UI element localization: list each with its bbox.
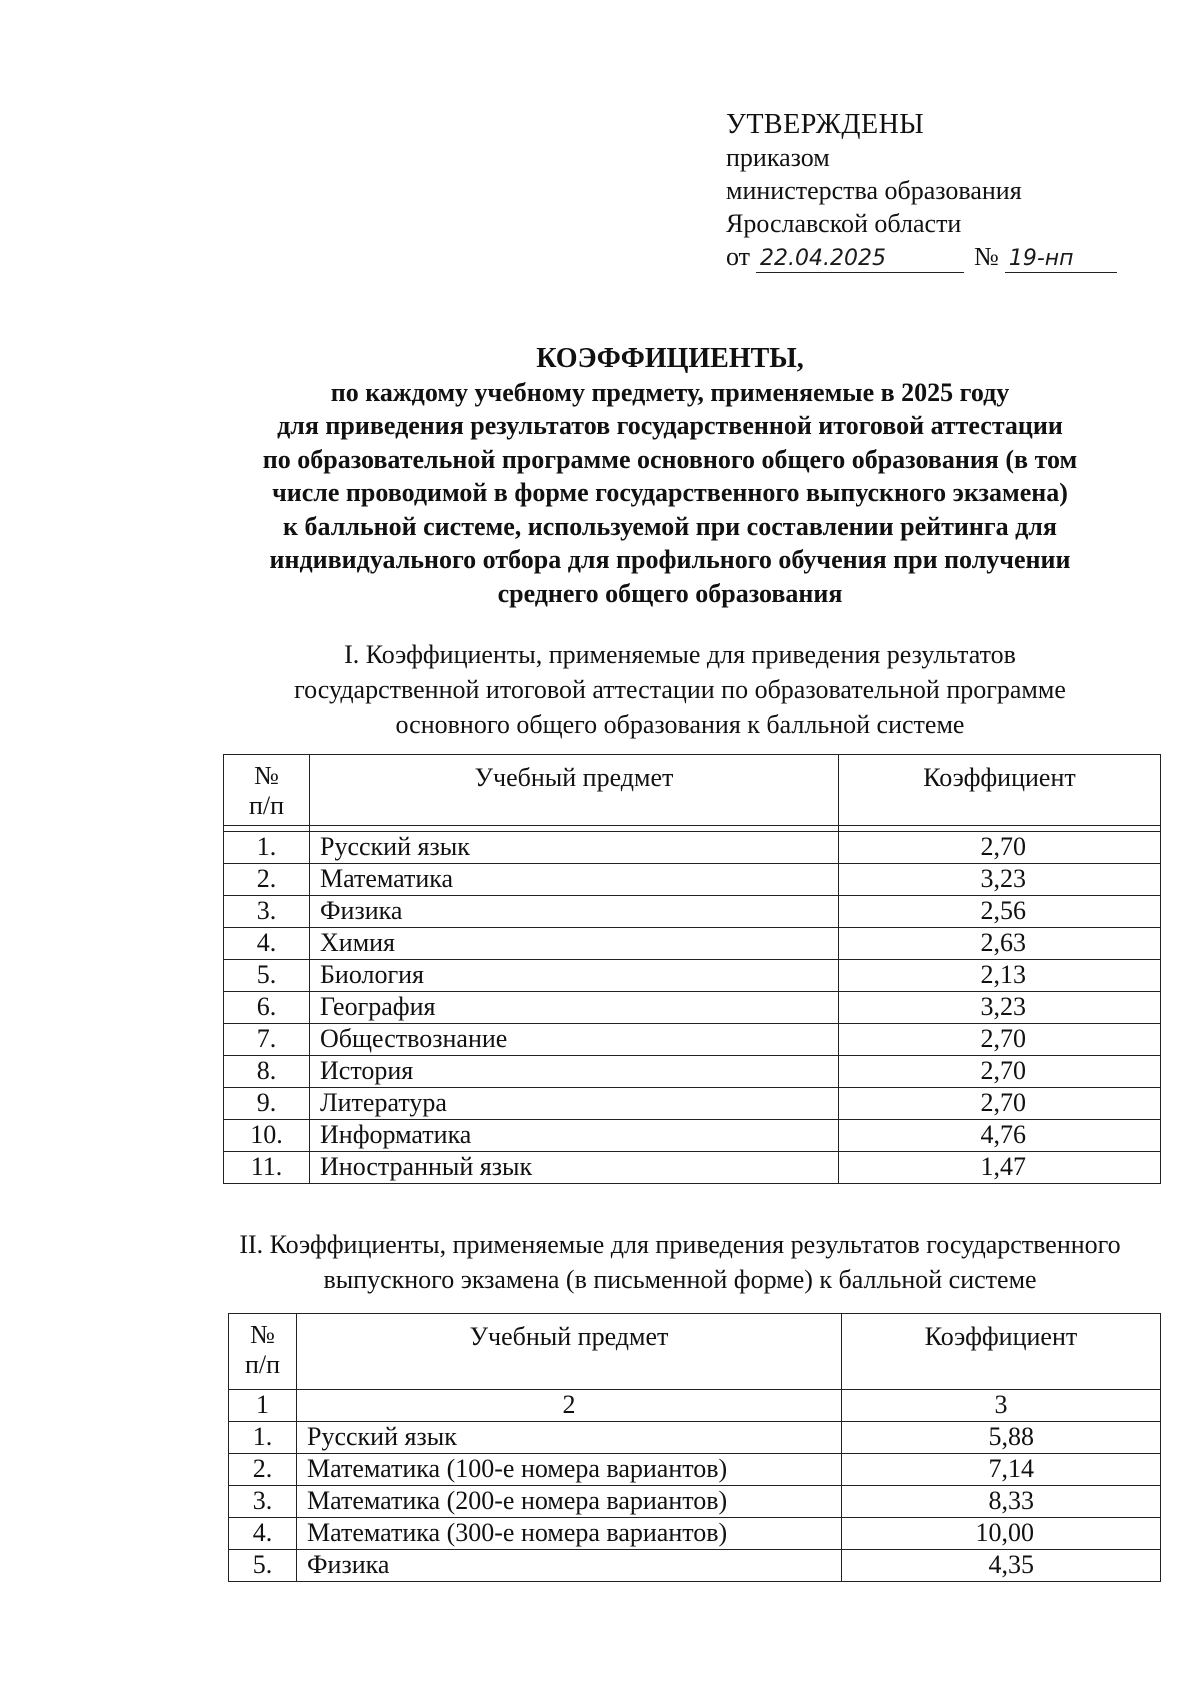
subject-column-header: Учебный предмет [310, 755, 839, 826]
document-title [220, 342, 1120, 610]
row-coefficient: 1,47 [839, 1152, 1161, 1184]
row-number: 3. [229, 1486, 297, 1518]
row-number: 9. [224, 1088, 310, 1120]
row-coefficient: 2,70 [839, 1056, 1161, 1088]
row-number: 4. [224, 928, 310, 960]
row-subject: Обществознание [310, 1024, 839, 1056]
title-line: по образовательной программе основного общего образования (в том [262, 444, 1078, 474]
table-header-row [224, 755, 1161, 826]
row-number: 2. [229, 1454, 297, 1486]
coefficient-column-header: Коэффициент [842, 1314, 1161, 1390]
approval-order-line [726, 240, 1117, 273]
column-number: 2 [297, 1390, 842, 1422]
row-subject: Иностранный язык [310, 1152, 839, 1184]
row-number: 1. [224, 832, 310, 864]
row-number: 4. [229, 1518, 297, 1550]
row-number: 5. [224, 960, 310, 992]
number-label: № [974, 242, 999, 271]
handwritten-date: 22.04.2025 [756, 246, 964, 273]
table-row [229, 1550, 1161, 1582]
row-subject: Математика (100-е номера вариантов) [297, 1454, 842, 1486]
row-subject: Физика [297, 1550, 842, 1582]
title-line: к балльной системе, используемой при составлении рейтинга для [283, 511, 1057, 541]
row-coefficient: 2,56 [839, 896, 1161, 928]
row-coefficient: 2,70 [839, 832, 1161, 864]
row-coefficient: 10,00 [842, 1518, 1161, 1550]
table-header-row [229, 1314, 1161, 1390]
row-subject: Математика (300-е номера вариантов) [297, 1518, 842, 1550]
row-coefficient: 4,35 [842, 1550, 1161, 1582]
row-number: 1. [229, 1422, 297, 1454]
row-subject: История [310, 1056, 839, 1088]
row-coefficient: 2,70 [839, 1088, 1161, 1120]
coefficients-table-1 [223, 754, 1161, 1184]
row-coefficient: 2,70 [839, 1024, 1161, 1056]
subject-column-header: Учебный предмет [297, 1314, 842, 1390]
coefficients-table-2 [228, 1313, 1161, 1582]
title-heading: КОЭФФИЦИЕНТЫ, [536, 343, 804, 374]
table-row [229, 1486, 1161, 1518]
table-row [224, 1056, 1161, 1088]
section-title-line: I. Коэффициенты, применяемые для приведения результатов [344, 640, 1016, 669]
row-subject: Информатика [310, 1120, 839, 1152]
table-row [229, 1518, 1161, 1550]
coefficient-column-header: Коэффициент [839, 755, 1161, 826]
row-number: 10. [224, 1120, 310, 1152]
section-1-title [240, 637, 1120, 742]
row-number: 3. [224, 896, 310, 928]
title-line: по каждому учебному предмету, применяемые в 2025 году [330, 377, 1010, 407]
section-title-line: государственной итоговой аттестации по образовательной программе [294, 675, 1066, 704]
from-label: от [726, 242, 751, 271]
approval-line-1: приказом [726, 143, 830, 172]
row-subject: Русский язык [310, 832, 839, 864]
approval-block [726, 108, 1117, 273]
table-row [224, 928, 1161, 960]
row-number: 7. [224, 1024, 310, 1056]
row-number: 6. [224, 992, 310, 1024]
section-title-line: II. Коэффициенты, применяемые для приведения результатов государственного [239, 1230, 1121, 1259]
title-line: среднего общего образования [497, 578, 843, 608]
row-number: 2. [224, 864, 310, 896]
row-coefficient: 2,63 [839, 928, 1161, 960]
table-row [224, 1024, 1161, 1056]
row-number: 5. [229, 1550, 297, 1582]
table-row [229, 1422, 1161, 1454]
title-line: числе проводимой в форме государственного выпускного экзамена) [272, 478, 1068, 507]
column-numbers-row [229, 1390, 1161, 1422]
table-row [224, 896, 1161, 928]
row-coefficient: 2,13 [839, 960, 1161, 992]
table-row [224, 1120, 1161, 1152]
row-subject: Литература [310, 1088, 839, 1120]
table-row [224, 992, 1161, 1024]
column-number: 3 [842, 1390, 1161, 1422]
approval-line-2: министерства образования [726, 176, 1022, 205]
row-subject: Математика [310, 864, 839, 896]
row-coefficient: 7,14 [842, 1454, 1161, 1486]
row-number: 8. [224, 1056, 310, 1088]
title-line: для приведения результатов государственной итоговой аттестации [277, 411, 1063, 440]
table-row [224, 1088, 1161, 1120]
row-subject: Химия [310, 928, 839, 960]
table-row [224, 832, 1161, 864]
section-title-line: основного общего образования к балльной системе [395, 710, 965, 739]
row-coefficient: 3,23 [839, 864, 1161, 896]
section-title-line: выпускного экзамена (в письменной форме) к балльной системе [323, 1265, 1037, 1294]
row-subject: Математика (200-е номера вариантов) [297, 1486, 842, 1518]
title-line: индивидуального отбора для профильного обучения при получении [269, 545, 1071, 574]
row-subject: Русский язык [297, 1422, 842, 1454]
handwritten-number: 19-нп [1005, 246, 1117, 273]
num-column-header: № п/п [229, 1314, 297, 1390]
approval-line-3: Ярославской области [726, 209, 962, 238]
approval-heading: УТВЕРЖДЕНЫ [726, 109, 925, 140]
row-subject: География [310, 992, 839, 1024]
table-row [224, 864, 1161, 896]
row-subject: Биология [310, 960, 839, 992]
table-row [224, 1152, 1161, 1184]
row-subject: Физика [310, 896, 839, 928]
num-column-header: № п/п [224, 755, 310, 826]
section-2-title [210, 1227, 1150, 1297]
row-coefficient: 5,88 [842, 1422, 1161, 1454]
row-number: 11. [224, 1152, 310, 1184]
row-coefficient: 8,33 [842, 1486, 1161, 1518]
table-row [224, 960, 1161, 992]
row-coefficient: 4,76 [839, 1120, 1161, 1152]
table-row [229, 1454, 1161, 1486]
row-coefficient: 3,23 [839, 992, 1161, 1024]
column-number: 1 [229, 1390, 297, 1422]
